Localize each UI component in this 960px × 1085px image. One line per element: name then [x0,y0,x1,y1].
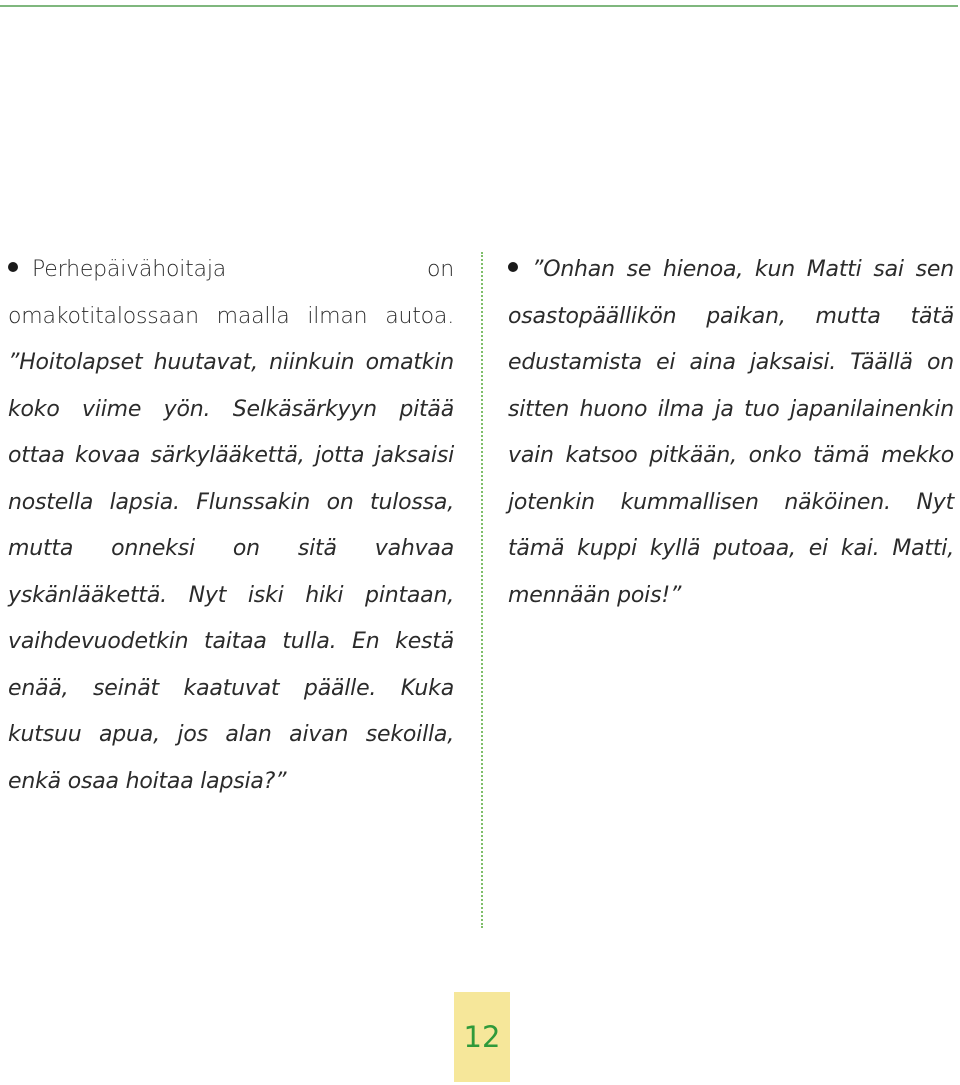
page-number: 12 [463,1020,501,1054]
bullet-icon [508,262,518,272]
right-quote-text: ”Onhan se hienoa, kun Matti sai sen osastopäällikön paikan, mutta tätä edustamista ei aina jaksaisi. Täällä on sitten huono ilma ja tuo japanilainenkin vain katsoo pitkään, onko tämä mekko jotenkin kummallisen näköinen. Nyt tämä kuppi kyllä putoaa, ei kai. Matti, mennään pois!” [508,257,954,608]
column-divider [481,252,483,928]
top-rule [0,0,958,7]
right-column [508,247,954,619]
page-number-box [454,992,510,1082]
left-intro-text: Perhepäivähoitaja on omakotitalossaan maalla ilman autoa. [8,257,454,329]
left-paragraph [8,247,454,805]
left-column [8,247,454,805]
left-quote-text: ”Hoitolapset huutavat, niinkuin omatkin koko viime yön. Selkäsärkyyn pitää ottaa kovaa särkylääkettä, jotta jaksaisi nostella lapsia. Flunssakin on tulossa, mutta onneksi on sitä vahvaa yskänlääkettä. Nyt iski hiki pintaan, vaihdevuodetkin taitaa tulla. En kestä enää, seinät kaatuvat päälle. Kuka kutsuu apua, jos alan aivan sekoilla, enkä osaa hoitaa lapsia?” [8,350,454,794]
right-paragraph [508,247,954,619]
bullet-icon [8,262,18,272]
